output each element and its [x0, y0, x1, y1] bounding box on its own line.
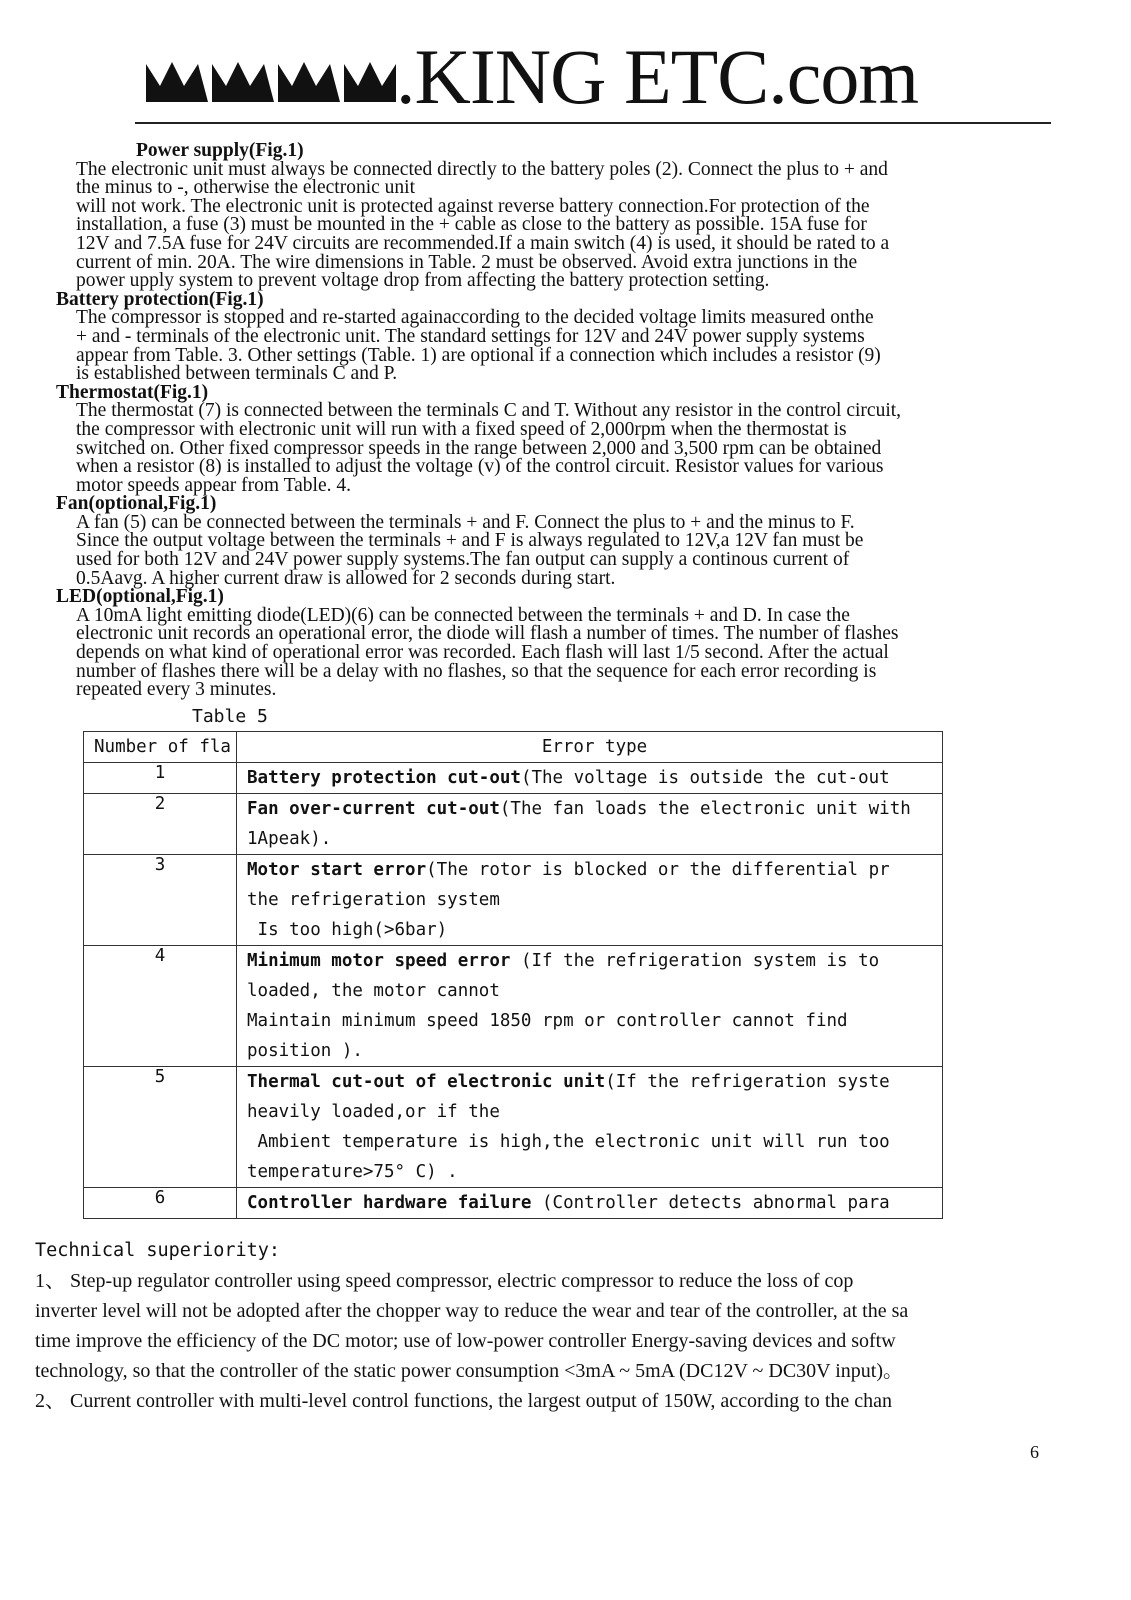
table-header-row	[84, 732, 943, 763]
document-body	[56, 142, 1046, 700]
error-table	[83, 731, 943, 1219]
error-type-cell: Controller hardware failure (Controller detects abnormal para	[237, 1188, 943, 1219]
error-type-cell: Minimum motor speed error (If the refrigeration system is to loaded, the motor cannot Maintain minimum speed 1850 rpm or controller cannot find position ).	[237, 946, 943, 1067]
table-row	[84, 855, 943, 946]
page-number: 6	[1030, 1442, 1039, 1462]
flash-count: 3	[84, 855, 237, 946]
flash-count: 5	[84, 1067, 237, 1188]
flash-count: 4	[84, 946, 237, 1067]
section-text-fan: A fan (5) can be connected between the terminals + and F. Connect the plus to + and the minus to F. Since the output voltage between the terminals + and F is always regulated to 12V,a 12V fan must be used for both 12V and 24V power supply systems.The fan output can supply a continous current of 0.5Aavg. A higher current draw is allowed for 2 seconds during start.	[76, 511, 864, 589]
error-type-cell: Thermal cut-out of electronic unit(If the refrigeration syste heavily loaded,or if the Ambient temperature is high,the electronic unit will run too temperature>75° C) .	[237, 1067, 943, 1188]
section-text-led: A 10mA light emitting diode(LED)(6) can be connected between the terminals + and D. In case the electronic unit records an operational error, the diode will flash a number of times. The number of flashes depends on what kind of operational error was recorded. Each flash will last 1/5 second. After the actual number of flashes there will be a delay with no flashes, so that the sequence for each error recording is repeated every 3 minutes.	[76, 604, 899, 701]
flash-count: 6	[84, 1188, 237, 1219]
crown-logo-icon	[146, 56, 396, 108]
table-row	[84, 1188, 943, 1219]
flash-count: 2	[84, 794, 237, 855]
section-text-battery-protection: The compressor is stopped and re-started againaccording to the decided voltage limits measured onthe + and - terminals of the electronic unit. The standard settings for 12V and 24V power supply systems appear from Table. 3. Other settings (Table. 1) are optional if a connection which includes a resistor (9) is established between terminals C and P.	[76, 307, 881, 385]
section-title-power-supply: Power supply(Fig.1)	[136, 140, 304, 161]
section-title-battery-protection: Battery protection(Fig.1)	[56, 288, 264, 310]
column-header-error-type: Error type	[237, 732, 943, 763]
flash-count: 1	[84, 763, 237, 794]
error-type-cell: Fan over-current cut-out(The fan loads the electronic unit with 1Apeak).	[237, 794, 943, 855]
section-text-power-supply: The electronic unit must always be connected directly to the battery poles (2). Connect the plus to + and the minus to -, otherwise the electronic unit will not work. The electronic unit is protected against reverse battery connection.For protection of the installation, a fuse (3) must be mounted in the + cable as close to the battery as possible. 15A fuse for 12V and 7.5A fuse for 24V circuits are recommended.If a main switch (4) is used, it should be rated to a current of min. 20A. The wire dimensions in Table. 2 must be observed. Avoid extra junctions in the power upply system to prevent voltage drop from affecting the battery protection setting.	[76, 158, 890, 292]
technical-superiority-text: 1、 Step-up regulator controller using speed compressor, electric compressor to reduce the loss of cop inverter level will not be adopted after the chopper way to reduce the wear and tear of the controller, at the sa time improve the efficiency of the DC motor; use of low-power controller Energy-saving devices and softw technology, so that the controller of the static power consumption <3mA ~ 5mA (DC12V ~ DC30V input)。 2、 Current controller with multi-level control functions, the largest output of 150W, according to the chan	[35, 1270, 909, 1412]
section-title-led: LED(optional,Fig.1)	[56, 586, 224, 608]
site-header	[146, 33, 1046, 120]
error-type-cell: Battery protection cut-out(The voltage is outside the cut-out	[237, 763, 943, 794]
error-type-cell: Motor start error(The rotor is blocked or the differential pr the refrigeration system Is too high(>6bar)	[237, 855, 943, 946]
column-header-number: Number of fla	[84, 732, 237, 763]
table-row	[84, 763, 943, 794]
section-title-fan: Fan(optional,Fig.1)	[56, 493, 217, 515]
technical-superiority-title: Technical superiority:	[35, 1240, 281, 1261]
table-row	[84, 1067, 943, 1188]
table-row	[84, 946, 943, 1067]
table-caption: Table 5	[192, 706, 268, 727]
header-divider	[135, 122, 1051, 124]
section-title-thermostat: Thermostat(Fig.1)	[56, 381, 209, 403]
section-text-thermostat: The thermostat (7) is connected between the terminals C and T. Without any resistor in the control circuit, the compressor with electronic unit will run with a fixed speed of 2,000rpm when the thermostat is switched on. Other fixed compressor speeds in the range between 2,000 and 3,500 rpm can be obtained when a resistor (8) is installed to adjust the voltage (v) of the control circuit. Resistor values for various motor speeds appear from Table. 4.	[76, 400, 902, 496]
table-row	[84, 794, 943, 855]
site-logo-text: .KING ETC.com	[396, 33, 919, 120]
